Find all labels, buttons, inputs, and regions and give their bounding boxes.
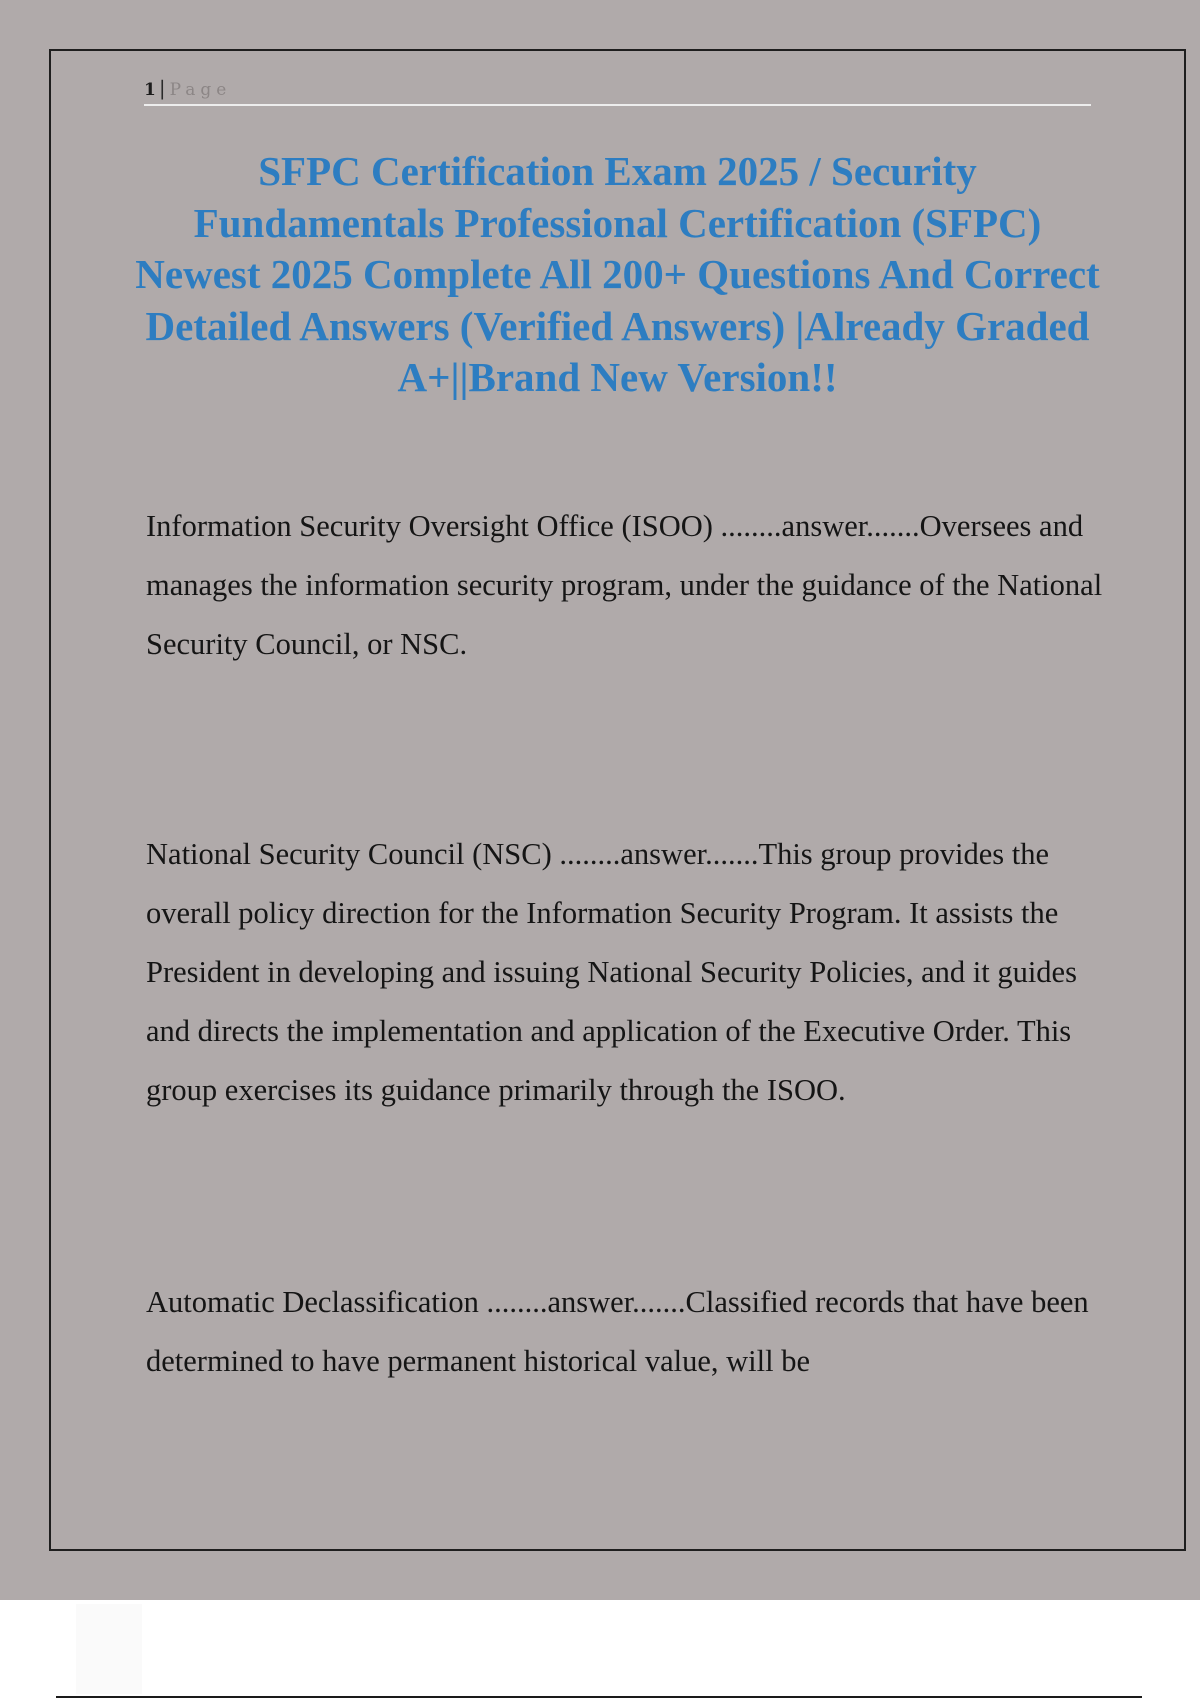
page-gap-shade xyxy=(76,1604,142,1694)
document-title: SFPC Certification Exam 2025 / Security Fundamentals Professional Certification (SFPC) Newest 2025 Complete All 200+ Questions And Correct Detailed Answers (Verified Answers) |Already Graded A+||Brand New Version!! xyxy=(135,148,1100,400)
qa-entry-automatic-declassification: Automatic Declassification ........answer.......Classified records that have been determined to have permanent historical value, will be xyxy=(146,1285,1089,1378)
qa-entry-isoo: Information Security Oversight Office (ISOO) ........answer.......Oversees and manages the information security program, under the guidance of the National Security Council, or NSC. xyxy=(146,509,1103,661)
page-header xyxy=(144,72,1091,106)
page-number: 1 xyxy=(144,80,156,100)
qa-entry-nsc: National Security Council (NSC) ........answer.......This group provides the overall policy direction for the Information Security Program. It assists the President in developing and issuing National Security Policies, and it guides and directs the implementation and application of the Executive Order. This group exercises its guidance primarily through the ISOO. xyxy=(146,837,1077,1107)
next-page-top-rule xyxy=(56,1696,1142,1698)
page-label: Page xyxy=(169,80,232,100)
page-header-separator: | xyxy=(158,76,166,100)
